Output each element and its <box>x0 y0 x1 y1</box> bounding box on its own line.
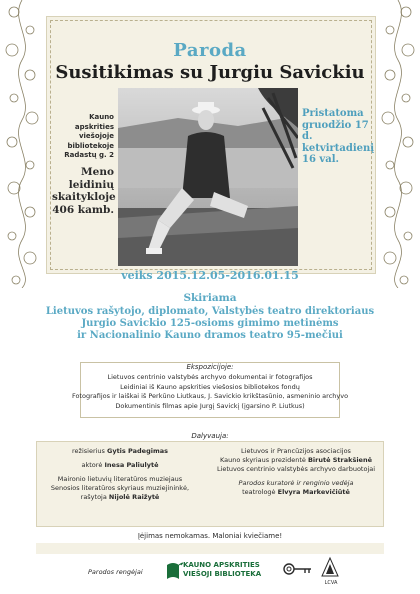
participant-association: Lietuvos ir Prancūzijos asociacijos <box>241 447 351 455</box>
presentation-line: 16 val. <box>302 154 339 165</box>
participant-name: Birutė Strakšienė <box>307 456 372 464</box>
decorative-band <box>36 543 384 554</box>
participant-name: Gytis Padegimas <box>107 447 168 455</box>
venue-line: Kauno <box>89 113 114 121</box>
venue-line: viešojoje <box>78 132 114 140</box>
exposition-heading: Ekspozicijoje: <box>186 363 234 371</box>
dedication-line: ir Nacionalinio Kauno dramos teatro 95-mečiui <box>77 330 343 341</box>
exposition-item: Dokumentinis filmas apie Jurgį Savickį (įgarsino P. Liutkus) <box>115 401 305 410</box>
exposition-item: Fotografijos ir laiškai iš Perkūno Liutkaus, J. Savickio krikštasūnio, asmeninio archyvo <box>71 392 349 400</box>
participant-role: teatrologė <box>242 488 278 496</box>
venue-line: apskrities <box>74 122 114 131</box>
participant-archive-staff: Lietuvos centrinio valstybės archyvo darbuotojai <box>216 465 376 473</box>
key-icon <box>283 561 313 577</box>
dedication-text <box>0 306 420 342</box>
participants-right-column <box>210 447 382 497</box>
presentation-info <box>302 108 382 166</box>
participant-role: aktorė <box>81 461 105 469</box>
library-line: VIEŠOJI BIBLIOTEKA <box>183 569 262 578</box>
participant-elvyra <box>210 488 382 497</box>
exhibition-dates: veiks 2015.12.05-2016.01.15 <box>121 269 299 282</box>
curator-role: Parodos kuratorė ir renginio vedėja <box>238 479 354 487</box>
participant-nijole <box>40 493 200 502</box>
presentation-line: gruodžio 17 d. <box>302 119 369 142</box>
participant-role: rašytoja <box>80 493 109 501</box>
presentation-line: Pristatoma <box>302 108 364 119</box>
participant-gytis <box>40 447 200 456</box>
exposition-item: Lietuvos centrinio valstybės archyvo dokumentai ir fotografijos <box>107 373 313 381</box>
venue-address <box>52 113 114 161</box>
participant-inesa <box>40 461 200 470</box>
participant-name: Elvyra Markevičiūtė <box>277 488 350 496</box>
dedication-line: Lietuvos rašytojo, diplomato, Valstybės teatro direktoriaus <box>45 306 375 317</box>
room-line: leidinių <box>68 178 114 191</box>
dedication-line: Jurgio Savickio 125-osioms gimimo metinėms <box>81 318 339 329</box>
presentation-line: ketvirtadienį <box>302 142 375 154</box>
participant-name: Inesa Paliulytė <box>104 461 159 469</box>
venue-line: Radastų g. 2 <box>64 151 114 159</box>
room-line: 406 kamb. <box>52 203 114 216</box>
participant-department: Senosios literatūros skyriaus muziejininkė, <box>50 484 190 492</box>
venue-room <box>52 166 114 216</box>
room-line: Meno <box>81 166 114 178</box>
venue-line: bibliotekoje <box>67 141 114 150</box>
participants-heading: Dalyvauja: <box>191 432 229 440</box>
participant-birute <box>210 456 382 465</box>
exhibition-title: Susitikimas su Jurgiu Savickiu <box>55 62 365 83</box>
dedication-heading: Skiriama <box>183 292 237 304</box>
participant-role: Kauno skyriaus prezidentė <box>220 456 308 464</box>
library-line: KAUNO APSKRITIES <box>183 561 260 569</box>
archive-logo-label: LCVA <box>324 580 338 586</box>
exhibition-label: Paroda <box>173 40 247 61</box>
participant-role: režisierius <box>72 447 107 455</box>
portrait-photo <box>118 88 298 266</box>
participant-museum: Maironio lietuvių literatūros muziejaus <box>57 475 183 483</box>
organizers-label: Parodos rengėjai <box>88 568 143 576</box>
library-name <box>183 561 261 578</box>
participants-left-column <box>40 447 200 502</box>
room-line: skaitykloje <box>52 191 116 203</box>
exposition-list <box>0 373 420 411</box>
participant-name: Nijolė Raižytė <box>108 493 160 501</box>
exposition-item: Leidiniai iš Kauno apskrities viešosios bibliotekos fondų <box>120 382 300 391</box>
entry-note: Įėjimas nemokamas. Maloniai kviečiame! <box>137 532 283 540</box>
